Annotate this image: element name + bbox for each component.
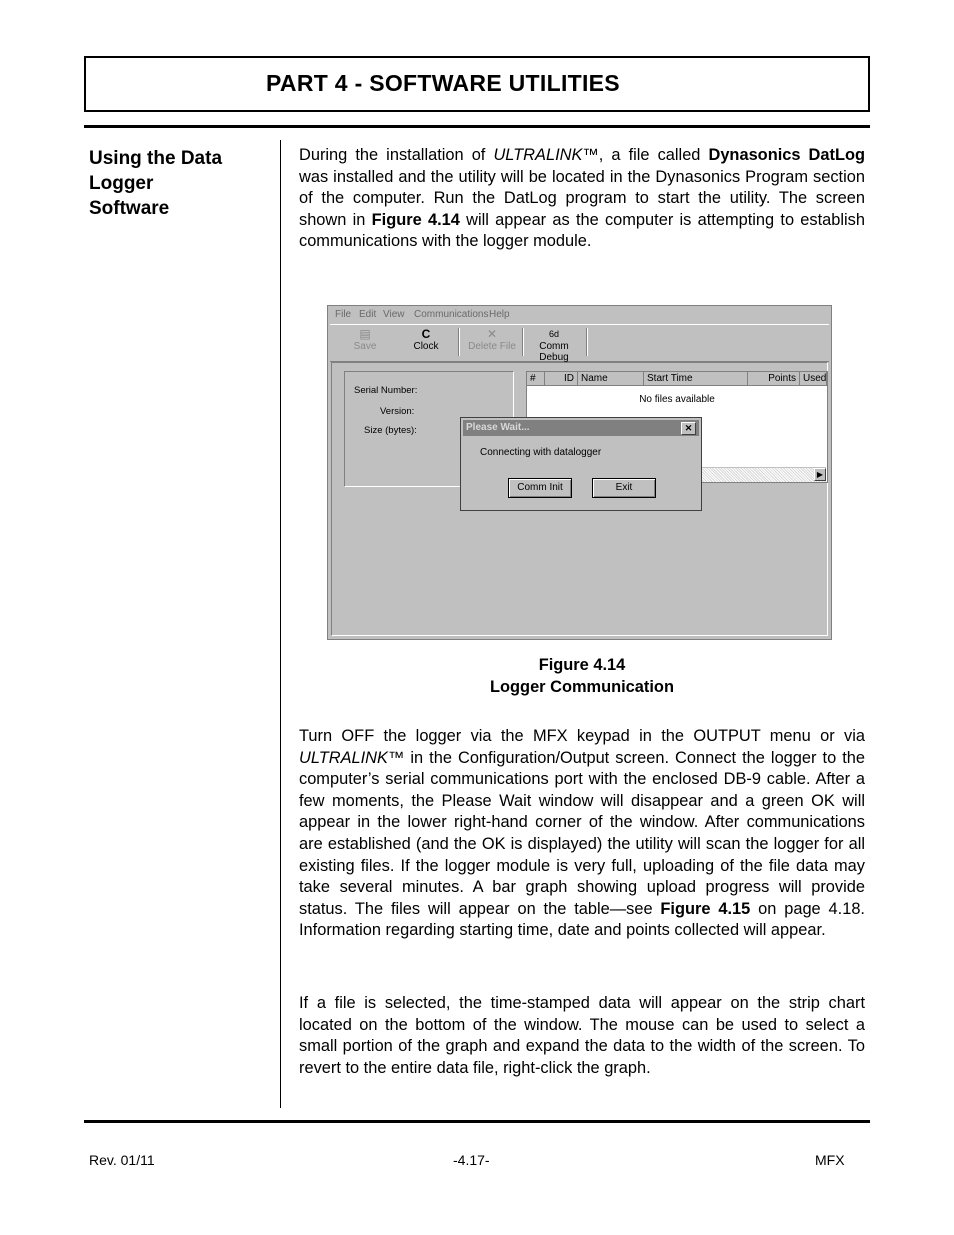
save-label: Save: [353, 341, 377, 352]
section-heading-line: Using the Data: [89, 148, 223, 169]
top-rule: [84, 125, 870, 128]
intro-text: will appear as the computer is attempting to establish communications with the logger module.: [299, 210, 865, 251]
toolbar-separator: [522, 328, 524, 356]
menu-view[interactable]: View: [383, 309, 405, 320]
strip-chart-paragraph: If a file is selected, the time-stamped data will appear on the strip chart located on the bottom of the window. The mouse can be used to select a small portion of the graph and expand the data to the width of the screen. To revert to the entire data file, right-click the graph.: [299, 994, 865, 1077]
floppy-disk-icon: ▤: [359, 327, 371, 341]
comm-debug-button[interactable]: [526, 327, 582, 363]
no-files-message: No files available: [639, 394, 715, 405]
comm-debug-label: Comm Debug: [539, 341, 569, 363]
column-divider: [280, 140, 281, 1108]
menu-file[interactable]: File: [335, 309, 352, 320]
para-text: Turn OFF the logger via the MFX keypad in the OUTPUT menu or via: [299, 727, 865, 745]
version-label: Version:: [380, 406, 415, 417]
col-header-id[interactable]: ID: [545, 372, 578, 386]
intro-paragraph: [299, 145, 865, 253]
clock-icon: C: [421, 327, 431, 341]
please-wait-dialog: [460, 417, 702, 511]
intro-figure-ref: Figure 4.14: [371, 210, 460, 229]
section-heading-line: Logger: [89, 173, 154, 194]
col-header-start-time[interactable]: Start Time: [644, 372, 748, 386]
para-product-name: ULTRALINK™: [299, 748, 405, 767]
menu-bar: [328, 306, 831, 324]
scroll-right-arrow-icon[interactable]: ▶: [814, 468, 826, 481]
col-header-name[interactable]: Name: [578, 372, 644, 386]
col-header-points[interactable]: Points: [748, 372, 800, 386]
save-button[interactable]: [348, 327, 382, 359]
toolbar-separator: [586, 328, 588, 356]
dialog-message: Connecting with datalogger: [480, 447, 602, 458]
col-header-used[interactable]: Used: [800, 372, 827, 386]
figure-title: Logger Communication: [490, 678, 674, 696]
intro-file-name: Dynasonics DatLog: [708, 146, 865, 164]
clock-label: Clock: [413, 341, 439, 352]
size-label: Size (bytes):: [364, 425, 417, 436]
menu-edit[interactable]: Edit: [359, 309, 377, 320]
menu-communications[interactable]: Communications: [414, 309, 489, 320]
serial-number-label: Serial Number:: [354, 385, 418, 396]
figure-caption: [299, 654, 865, 698]
close-icon[interactable]: ✕: [681, 422, 696, 435]
menu-help[interactable]: Help: [489, 309, 510, 320]
footer-revision: Rev. 01/11: [89, 1152, 155, 1168]
intro-product-name: ULTRALINK™: [493, 146, 599, 164]
comm-debug-icon: 6d: [548, 329, 559, 339]
connection-paragraph: [299, 726, 865, 942]
footer-page-number: -4.17-: [453, 1152, 490, 1168]
delete-x-icon: ✕: [486, 327, 498, 341]
intro-text: , a file called: [598, 146, 709, 164]
exit-button[interactable]: Exit: [592, 478, 656, 498]
para-text: on page 4.18. Information regarding starting time, date and points collected will appear.: [299, 899, 865, 940]
footer-product: MFX: [815, 1152, 845, 1168]
bottom-rule: [84, 1120, 870, 1123]
dialog-title-bar: [463, 420, 699, 436]
clock-button[interactable]: [408, 327, 444, 359]
section-heading: [89, 146, 269, 221]
part-title-box: [84, 56, 870, 112]
toolbar-separator: [458, 328, 460, 356]
toolbar: [330, 324, 829, 362]
section-heading-line: Software: [89, 198, 170, 219]
para-text: in the Configuration/Output screen. Connect the logger to the computer’s serial communications port with the enclosed DB-9 cable. After a few moments, the Please Wait window will disappear and a green OK will appear in the lower right-hand corner of the window. After communications are established (and the OK is displayed) the utility will scan the logger for all existing files. If the logger module is very full, uploading of the file data may take several minutes. A bar graph showing upload progress will provide status. The files will appear on the table—see: [299, 748, 865, 918]
intro-text: was installed and the utility will be located in the Dynasonics Program section of the computer. Run the DatLog program to start the utility. The screen shown in: [299, 167, 865, 229]
comm-init-button[interactable]: Comm Init: [508, 478, 572, 498]
para-figure-ref: Figure 4.15: [660, 899, 751, 918]
part-title: PART 4 - SOFTWARE UTILITIES: [266, 70, 620, 96]
delete-file-label: Delete File: [468, 341, 516, 352]
col-header-number[interactable]: #: [527, 372, 545, 386]
dialog-title: Please Wait...: [466, 422, 530, 433]
figure-number: Figure 4.14: [538, 656, 626, 674]
intro-text: During the installation of: [299, 146, 494, 164]
delete-file-button[interactable]: [468, 327, 516, 359]
